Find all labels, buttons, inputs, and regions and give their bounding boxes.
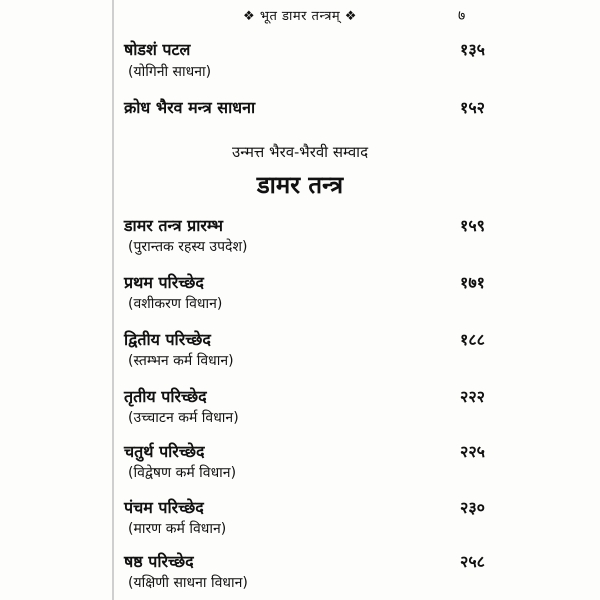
toc-entry-page: १५२ bbox=[460, 98, 485, 117]
toc-entry-title: चतुर्थ परिच्छेद bbox=[124, 442, 205, 461]
toc-entry-page: २२२ bbox=[460, 387, 485, 406]
toc-entry-subtitle: (विद्वेषण कर्म विधान) bbox=[128, 465, 237, 481]
running-head: ❖ भूत डामर तन्त्रम् ❖ bbox=[243, 9, 357, 24]
toc-entry-page: १३५ bbox=[460, 40, 485, 59]
toc-entry-subtitle: (पुरान्तक रहस्य उपदेश) bbox=[128, 239, 248, 255]
toc-entry-subtitle: (योगिनी साधना) bbox=[128, 64, 212, 80]
toc-entry-title: प्रथम परिच्छेद bbox=[124, 273, 204, 292]
toc-entry-title: पंचम परिच्छेद bbox=[124, 498, 204, 517]
toc-entry-subtitle: (स्तम्भन कर्म विधान) bbox=[128, 353, 234, 369]
toc-entry-subtitle: (वशीकरण विधान) bbox=[128, 296, 223, 312]
toc-entry-title: क्रोध भैरव मन्त्र साधना bbox=[124, 98, 256, 117]
toc-entry-title: डामर तन्त्र प्रारम्भ bbox=[124, 216, 223, 235]
toc-entry-page: १८८ bbox=[460, 330, 485, 349]
toc-entry-page: १७१ bbox=[460, 273, 485, 292]
page-number: ७ bbox=[458, 8, 466, 24]
toc-entry-title: षोडशं पटल bbox=[124, 40, 191, 59]
toc-entry-page: २२५ bbox=[460, 442, 485, 461]
section-subheading: उन्मत्त भैरव-भैरवी सम्वाद bbox=[231, 143, 369, 161]
toc-entry-page: १५९ bbox=[460, 216, 485, 235]
toc-entry-page: २३० bbox=[460, 498, 485, 517]
page-header bbox=[0, 6, 600, 28]
toc-entry-page: २५८ bbox=[460, 552, 485, 571]
toc-entry-title: द्वितीय परिच्छेद bbox=[124, 330, 211, 349]
section-title: डामर तन्त्र bbox=[256, 171, 344, 199]
page-gutter-line bbox=[112, 0, 114, 600]
toc-entry-title: तृतीय परिच्छेद bbox=[124, 387, 207, 406]
toc-entry-title: षष्ठ परिच्छेद bbox=[124, 552, 194, 571]
toc-entry-subtitle: (मारण कर्म विधान) bbox=[128, 521, 227, 537]
toc-entry-subtitle: (उच्चाटन कर्म विधान) bbox=[128, 410, 239, 426]
toc-entry-subtitle: (यक्षिणी साधना विधान) bbox=[128, 575, 248, 591]
